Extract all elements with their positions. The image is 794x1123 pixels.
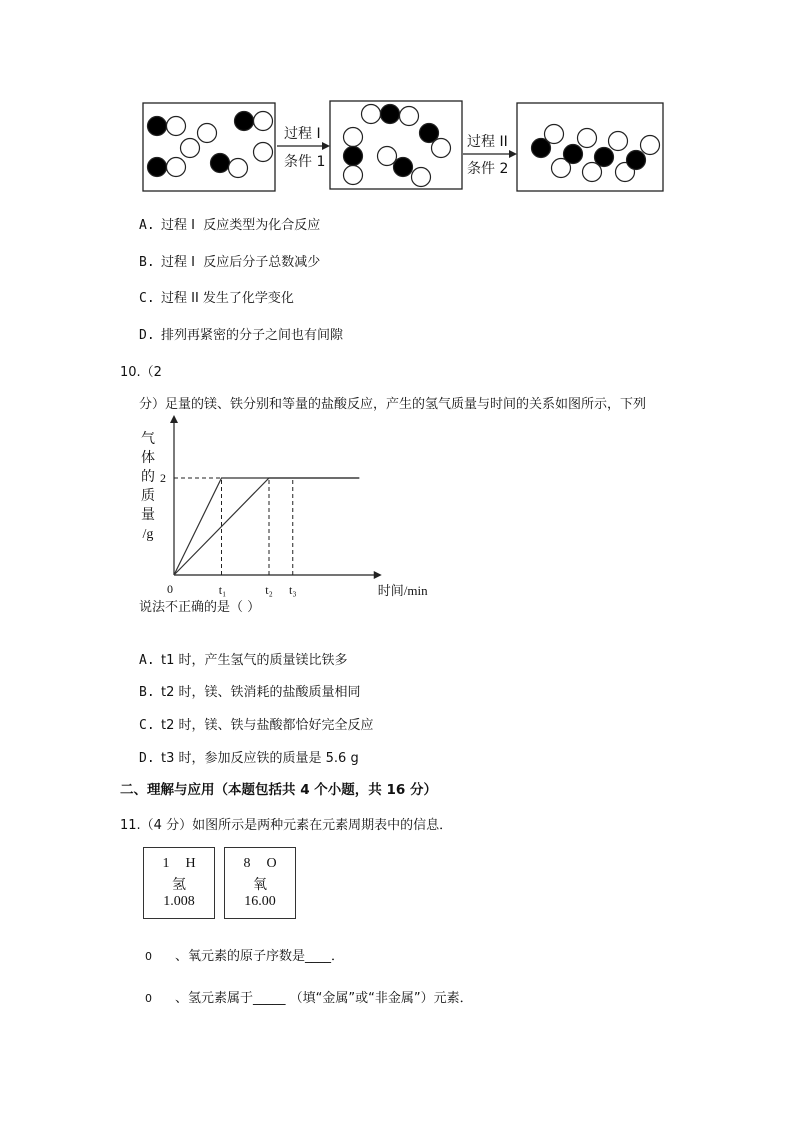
origin-label: 0 (167, 582, 173, 596)
option-text: t2 时，镁、铁消耗的盐酸质量相同 (161, 685, 361, 700)
element-number-symbol: 8 O (243, 856, 277, 871)
molecule-white (432, 139, 451, 158)
molecule-black (148, 117, 167, 136)
option-text: 过程 II 发生了化学变化 (161, 291, 294, 306)
option-text: t3 时，参加反应铁的质量是 5.6 g (161, 751, 359, 766)
option-text: 排列再紧密的分子之间也有间隙 (161, 328, 344, 343)
molecule-black (381, 105, 400, 124)
molecule-white (254, 143, 273, 162)
element-card-oxygen (224, 847, 296, 919)
molecule-diagram (0, 0, 794, 200)
molecule-black (344, 147, 363, 166)
molecule-white (412, 168, 431, 187)
element-card-hydrogen (143, 847, 215, 919)
molecule-white (198, 124, 217, 143)
element-mass: 1.008 (163, 894, 195, 909)
q10-option-d[interactable] (139, 750, 359, 768)
condition1-label: 条件 1 (284, 154, 326, 170)
process1-label: 过程 I (284, 126, 321, 142)
y-tick-label: 2 (160, 471, 166, 485)
q11-sub1 (145, 948, 344, 966)
molecule-white (578, 129, 597, 148)
molecule-white (378, 147, 397, 166)
molecule-white (344, 166, 363, 185)
option-text: t1 时，产生氢气的质量镁比铁多 (161, 653, 348, 668)
option-letter: D. (139, 328, 155, 343)
q10-stem-after: 说法不正确的是（ ） (139, 600, 261, 615)
sub-text: 、氧元素的原子序数是____． (175, 949, 345, 964)
molecule-white (400, 107, 419, 126)
arrow-2-head (509, 150, 517, 158)
arrow-1-head (322, 142, 330, 150)
sub-text: 、氢元素属于_____ （填“金属”或“非金属”）元素． (175, 991, 473, 1006)
molecule-black (211, 154, 230, 173)
molecule-white (181, 139, 200, 158)
molecule-white (344, 128, 363, 147)
element-name: 氧 (253, 878, 267, 893)
y-axis-arrow (170, 415, 178, 423)
x-tick-label: t₂ (265, 583, 273, 597)
molecule-white (254, 112, 273, 131)
q11-stem: 11.（4 分）如图所示是两种元素在元素周期表中的信息． (120, 818, 453, 833)
q9-option-b[interactable] (139, 254, 320, 272)
section-heading: 二、理解与应用（本题包括共 4 个小题，共 16 分） (120, 782, 437, 798)
molecule-black (148, 158, 167, 177)
option-letter: B. (139, 255, 155, 270)
molecule-white (609, 132, 628, 151)
y-axis-label-char: 体 (141, 451, 155, 466)
element-number-symbol: 1 H (162, 856, 196, 871)
q10-number: 10.（2 (120, 365, 162, 380)
molecule-white (641, 136, 660, 155)
molecule-white (167, 117, 186, 136)
process2-label: 过程 II (467, 134, 508, 150)
option-letter: B. (139, 685, 155, 700)
option-text: 过程 I 反应类型为化合反应 (161, 218, 321, 233)
option-letter: A. (139, 218, 155, 233)
x-tick-label: t₁ (218, 583, 227, 597)
y-axis-label-char: 量 (141, 508, 155, 523)
x-axis-label: 时间/min (377, 583, 428, 598)
molecule-black (394, 158, 413, 177)
series-line (174, 478, 359, 575)
hydrogen-mass-chart (120, 420, 428, 605)
molecule-black (627, 151, 646, 170)
molecule-black (235, 112, 254, 131)
y-axis-label-char: 的 (141, 470, 155, 485)
condition2-label: 条件 2 (467, 161, 509, 177)
molecule-white (229, 159, 248, 178)
molecule-black (595, 148, 614, 167)
x-axis-arrow (374, 571, 382, 579)
q9-option-a[interactable] (139, 217, 320, 235)
q11-sub2 (145, 990, 473, 1008)
x-tick-label: t₃ (288, 583, 297, 597)
q10-option-a[interactable] (139, 652, 348, 670)
y-axis-label-char: 气 (141, 432, 155, 447)
series-line (174, 478, 359, 575)
molecule-white (167, 158, 186, 177)
option-letter: A. (139, 653, 155, 668)
option-letter: C. (139, 291, 155, 306)
sub-marker: 0 (145, 992, 152, 1005)
molecule-white (362, 105, 381, 124)
q9-option-c[interactable] (139, 290, 294, 308)
sub-marker: 0 (145, 950, 152, 963)
y-axis-label-char: 质 (141, 489, 155, 504)
q9-option-d[interactable] (139, 327, 343, 345)
option-letter: C. (139, 718, 155, 733)
q10-option-c[interactable] (139, 717, 374, 735)
element-name: 氢 (172, 878, 186, 893)
option-text: 过程 I 反应后分子总数减少 (161, 255, 321, 270)
q10-stem: 分）足量的镁、铁分别和等量的盐酸反应，产生的氢气质量与时间的关系如图所示，下列 (139, 397, 647, 412)
option-text: t2 时，镁、铁与盐酸都恰好完全反应 (161, 718, 374, 733)
element-mass: 16.00 (244, 894, 276, 909)
q10-option-b[interactable] (139, 684, 361, 702)
molecule-black (532, 139, 551, 158)
option-letter: D. (139, 751, 155, 766)
molecule-black (564, 145, 583, 164)
y-axis-label-char: /g (142, 527, 154, 542)
